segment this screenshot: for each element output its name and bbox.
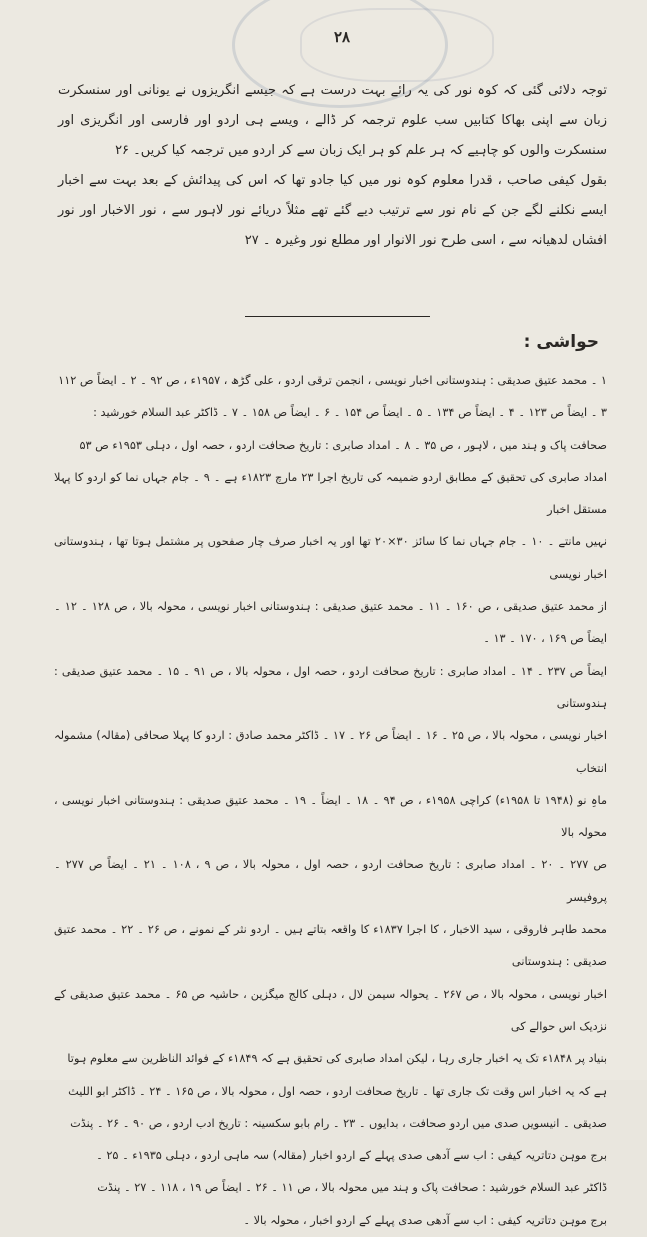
footnote-line: ڈاکٹر عبد السلام خورشید : صحافت پاک و ہند میں محولہ بالا ، ص ۱۱ ۔ ۲۶ ۔ ایضاً ص ۱۹ ، ۱۱۸ ۔ ۲۷ ۔ پنڈت	[97, 1181, 607, 1195]
notes-heading: حواشی :	[523, 332, 599, 352]
footnote-line: ایضاً ص ۲۳۷ ۔ ۱۴ ۔ امداد صابری : تاریخ صحافت اردو ، حصہ اول ، محولہ بالا ، ص ۹۱ ۔ ۱۵ ۔ محمد عتیق صدیقی : ہندوستانی	[54, 664, 607, 710]
footnote-line: برج موہن دتاتریہ کیفی : اب سے آدھی صدی پہلے کے اردو اخبار (مقالہ) سہ ماہی اردو ، دہلی ۱۹۳۵ء ۔ ۲۵ ۔	[96, 1149, 607, 1163]
footnote-line: اخبار نویسی ، محولہ بالا ، ص ۲۶۷ ۔ یحوالہ سیمن لال ، دہلی کالج میگزین ، حاشیہ ص ۶۵ ۔ محمد عتیق صدیقی کے نزدیک اس حوالے کی	[54, 987, 607, 1033]
footnote-line: محمد طاہر فاروقی ، سید الاخبار ، کا اجرا ۱۸۳۷ء کا واقعہ بتاتے ہیں ۔ اردو نثر کے نمونے ، ص ۲۶ ۔ ۲۲ ۔ محمد عتیق صدیقی : ہندوستانی	[54, 923, 607, 969]
footnote-line: اخبار نویسی ، محولہ بالا ، ص ۲۵ ۔ ۱۶ ۔ ایضاً ص ۲۶ ۔ ۱۷ ۔ ڈاکٹر محمد صادق : اردو کا پہلا صحافی (مقالہ) مشمولہ انتخاب	[54, 729, 607, 775]
footnote-line: ماہِ نو (۱۹۴۸ تا ۱۹۵۸ء) کراچی ۱۹۵۸ء ، ص ۹۴ ۔ ۱۸ ۔ ایضاً ۔ ۱۹ ۔ محمد عتیق صدیقی : ہندوستانی اخبار نویسی ، محولہ بالا	[54, 793, 607, 840]
footnotes	[54, 365, 607, 1237]
footnote-line: ۱ ۔ محمد عتیق صدیقی : ہندوستانی اخبار نویسی ، انجمن ترقی اردو ، علی گڑھ ، ۱۹۵۷ء ، ص ۹۲ ۔ ۲ ۔ ایضاً ص ۱۱۲	[58, 374, 607, 387]
footnote-line: از محمد عتیق صدیقی ، ص ۱۶۰ ۔ ۱۱ ۔ محمد عتیق صدیقی : ہندوستانی اخبار نویسی ، محولہ بالا ، ص ۱۲۸ ۔ ۱۲ ۔ ایضاً ص ۱۶۹ ، ۱۷۰ ۔ ۱۳ ۔	[54, 600, 607, 646]
footnote-line: نہیں مانتے ۔ ۱۰ ۔ جام جہاں نما کا سائز ۳۰×۲۰ تھا اور یہ اخبار صرف چار صفحوں پر مشتمل ہوتا تھا ، ہندوستانی اخبار نویسی	[54, 535, 607, 581]
section-divider	[245, 316, 430, 317]
footnote-line: ص ۲۷۷ ۔ ۲۰ ۔ امداد صابری : تاریخ صحافت اردو ، حصہ اول ، محولہ بالا ، ص ۹ ، ۱۰۸ ۔ ۲۱ ۔ ایضاً ص ۲۷۷ ۔ پروفیسر	[54, 858, 608, 904]
footnote-line: بنیاد پر ۱۸۴۸ء تک یہ اخبار جاری رہا ، لیکن امداد صابری کی تحقیق ہے کہ ۱۸۴۹ء کے فوائد الناظرین سے معلوم ہوتا	[67, 1052, 607, 1066]
body-text	[58, 76, 607, 256]
footnote-line: صدیقی ۔ انیسویں صدی میں اردو صحافت ، بدایوں ۔ ۲۳ ۔ رام بابو سکسینہ : تاریخ ادب اردو ، ص ۹۰ ۔ ۲۶ ۔ پنڈت	[70, 1116, 607, 1130]
footnote-line: امداد صابری کی تحقیق کے مطابق اردو ضمیمہ کی تاریخ اجرا ۲۳ مارچ ۱۸۲۳ء ہے ۔ ۹ ۔ جام جہاں نما کو اردو کا پہلا مستقل اخبار	[54, 470, 607, 517]
footnote-line: ۳ ۔ ایضاً ص ۱۲۳ ۔ ۴ ۔ ایضاً ص ۱۳۴ ۔ ۵ ۔ ایضاً ص ۱۵۴ ۔ ۶ ۔ ایضاً ص ۱۵۸ ۔ ۷ ۔ ڈاکٹر عبد السلام خورشید :	[93, 406, 607, 420]
page-number: ۲۸	[333, 28, 351, 46]
body-paragraph-2: بقول کیفی صاحب ، قدرا معلوم کوہ نور میں کیا جادو تھا کہ اس کی پیدائش کے بعد بہت سے اخبار ایسے نکلنے لگے جن کے نام نور سے ترتیب دیے گئے تھے مثلاً دریائے نور لاہور سے ، نور الاخبار اور نور افشاں لدھیانہ سے ، اسی طرح نور الانوار اور مطلع نور وغیرہ ۔ ۲۷	[58, 173, 607, 248]
footnote-line: برج موہن دتاتریہ کیفی : اب سے آدھی صدی پہلے کے اردو اخبار ، محولہ بالا ۔	[243, 1213, 607, 1227]
footnote-line: ہے کہ یہ اخبار اس وقت تک جاری تھا ۔ تاریخ صحافت اردو ، حصہ اول ، محولہ بالا ، ص ۱۶۵ ۔ ۲۴ ۔ ڈاکٹر ابو اللیث	[68, 1084, 607, 1098]
footnote-line: صحافت پاک و ہند میں ، لاہور ، ص ۳۵ ۔ ۸ ۔ امداد صابری : تاریخ صحافت اردو ، حصہ اول ، دہلی ۱۹۵۳ء ص ۵۳	[79, 438, 607, 452]
body-paragraph-1: توجہ دلائی گئی کہ کوہ نور کی یہ رائے بہت درست ہے کہ جیسے انگریزوں نے یونانی اور سنسکرت زبان سے اپنی بھاکا کتابیں سب علوم ترجمہ کر ڈالے ، ویسے ہی اردو اور فارسی اور انگریزی اور سنسکرت والوں کو چاہیے کہ ہر علم کو ہر ایک زبان سے کر اردو میں ترجمہ کیا کریں۔ ۲۶	[58, 83, 607, 158]
